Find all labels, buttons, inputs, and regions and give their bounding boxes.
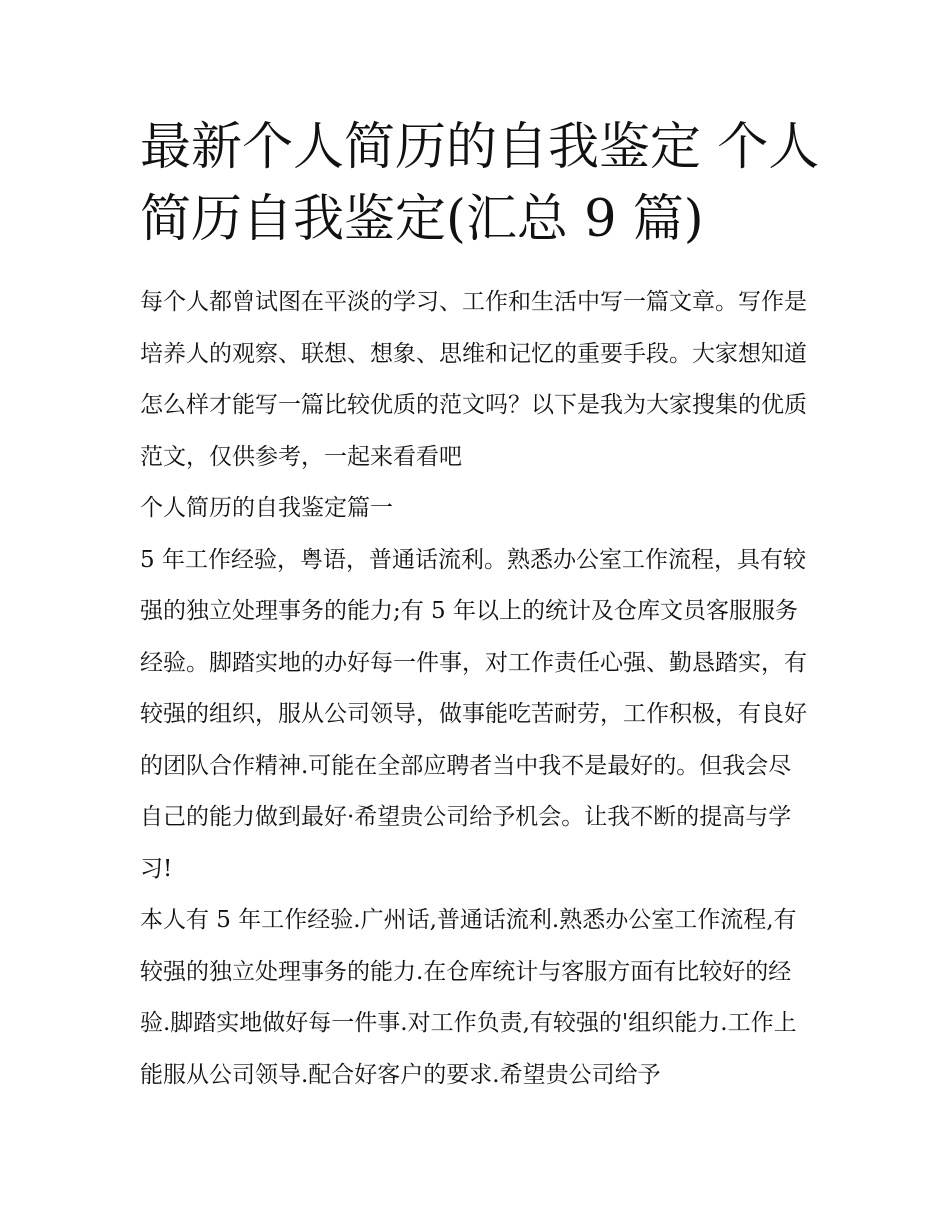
document-body — [140, 277, 812, 1101]
body-paragraph: 本人有 5 年工作经验.广州话,普通话流利.熟悉办公室工作流程,有较强的独立处理事务的能力.在仓库统计与客服方面有比较好的经验.脚踏实地做好每一件事.对工作负责,有较强的'组织能力.工作上能服从公司领导.配合好客户的要求.希望贵公司给予 — [140, 907, 797, 1088]
intro-paragraph: 每个人都曾试图在平淡的学习、工作和生活中写一篇文章。写作是培养人的观察、联想、想象、思维和记忆的重要手段。大家想知道怎么样才能写一篇比较优质的范文吗？以下是我为大家搜集的优质范文，仅供参考，一起来看看吧 — [140, 289, 807, 470]
body-paragraph: 5 年工作经验，粤语，普通话流利。熟悉办公室工作流程，具有较强的独立处理事务的能力;有 5 年以上的统计及仓库文员客服服务经验。脚踏实地的办好每一件事，对工作责任心强、勤恳踏实，有较强的组织，服从公司领导，做事能吃苦耐劳，工作积极，有良好的团队合作精神.可能在全部应聘者当中我不是最好的。但我会尽自己的能力做到最好·希望贵公司给予机会。让我不断的提高与学习! — [140, 546, 807, 882]
document-title: 最新个人简历的自我鉴定 个人简历自我鉴定(汇总 9 篇) — [140, 118, 820, 249]
section-heading: 个人简历的自我鉴定篇一 — [140, 495, 393, 521]
